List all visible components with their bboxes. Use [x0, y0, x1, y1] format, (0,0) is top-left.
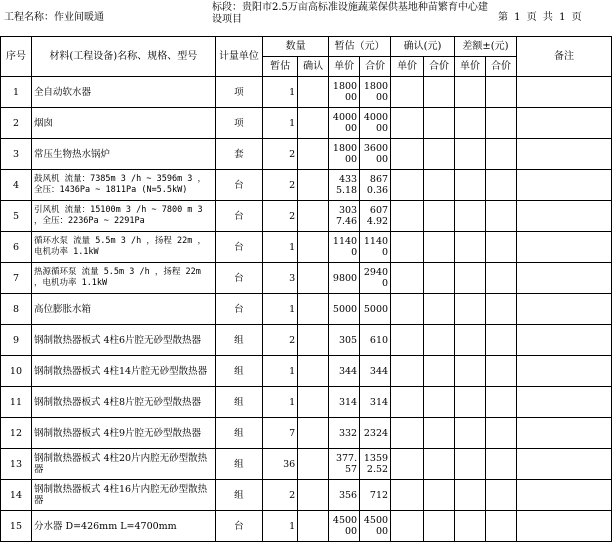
row-diff-total: [485, 387, 516, 418]
row-diff-total: [485, 201, 516, 232]
row-seq: 9: [1, 325, 32, 356]
row-confirm-price: [391, 263, 424, 294]
row-qty-confirm: [298, 77, 329, 108]
row-est-total: 344: [360, 356, 391, 387]
row-confirm-price: [391, 294, 424, 325]
row-seq: 13: [1, 449, 32, 480]
row-diff-price: [455, 263, 486, 294]
row-qty-est: 1: [263, 232, 298, 263]
row-note: [516, 232, 611, 263]
row-confirm-total: [424, 294, 455, 325]
row-seq: 6: [1, 232, 32, 263]
row-confirm-total: [424, 387, 455, 418]
row-qty-confirm: [298, 232, 329, 263]
page-indicator: 第 1 页 共 1 页: [498, 12, 582, 23]
row-material-name: 全自动软水器: [31, 77, 215, 108]
row-note: [516, 418, 611, 449]
row-diff-price: [455, 139, 486, 170]
row-qty-est: 2: [263, 480, 298, 511]
table-body: [1, 77, 612, 542]
row-qty-confirm: [298, 325, 329, 356]
row-seq: 11: [1, 387, 32, 418]
row-est-price: 4335.18: [329, 170, 360, 201]
row-material-name: 钢制散热器板式 4柱14片腔无砂型散热器: [31, 356, 215, 387]
row-seq: 1: [1, 77, 32, 108]
col-seq: 序号: [1, 37, 32, 77]
row-confirm-total: [424, 511, 455, 542]
row-note: [516, 480, 611, 511]
row-est-price: 450000: [329, 511, 360, 542]
table-row: [1, 201, 612, 232]
col-qty-conf: 确认: [298, 57, 329, 77]
row-unit: 组: [215, 325, 262, 356]
row-note: [516, 77, 611, 108]
col-unit: 计量单位: [215, 37, 262, 77]
row-note: [516, 511, 611, 542]
row-qty-est: 2: [263, 325, 298, 356]
row-qty-est: 2: [263, 170, 298, 201]
row-material-name: 钢制散热器板式 4柱9片腔无砂型散热器: [31, 418, 215, 449]
document-header: [0, 0, 615, 36]
row-qty-confirm: [298, 418, 329, 449]
row-diff-price: [455, 511, 486, 542]
col-diff: 差额±(元): [455, 37, 517, 57]
row-qty-confirm: [298, 294, 329, 325]
row-note: [516, 201, 611, 232]
table-row: [1, 232, 612, 263]
row-est-total: 610: [360, 325, 391, 356]
row-confirm-price: [391, 418, 424, 449]
row-note: [516, 356, 611, 387]
row-est-total: 314: [360, 387, 391, 418]
project-name: 工程名称：作业间暖通: [4, 12, 104, 23]
row-est-total: 5000: [360, 294, 391, 325]
table-row: [1, 139, 612, 170]
row-confirm-total: [424, 170, 455, 201]
row-est-price: 377.57: [329, 449, 360, 480]
col-est-total: 合价: [360, 57, 391, 77]
row-note: [516, 294, 611, 325]
row-qty-est: 7: [263, 418, 298, 449]
row-unit: 项: [215, 108, 262, 139]
col-diff-price: 单价: [455, 57, 486, 77]
row-est-price: 180000: [329, 77, 360, 108]
row-unit: 套: [215, 139, 262, 170]
row-confirm-total: [424, 232, 455, 263]
row-est-total: 11400: [360, 232, 391, 263]
col-material: 材料(工程设备)名称、规格、型号: [31, 37, 215, 77]
row-material-name: 引风机 流量：15100m 3 /h ~ 7800 m 3 ，全压：2236Pa ~ 2291Pa: [31, 201, 215, 232]
row-seq: 15: [1, 511, 32, 542]
row-est-price: 180000: [329, 139, 360, 170]
row-diff-total: [485, 418, 516, 449]
row-confirm-total: [424, 77, 455, 108]
row-diff-total: [485, 356, 516, 387]
row-est-total: 360000: [360, 139, 391, 170]
row-seq: 3: [1, 139, 32, 170]
row-seq: 7: [1, 263, 32, 294]
row-confirm-total: [424, 108, 455, 139]
row-unit: 台: [215, 511, 262, 542]
row-material-name: 钢制散热器板式 4柱6片腔无砂型散热器: [31, 325, 215, 356]
col-note: 备注: [516, 37, 611, 77]
row-material-name: 钢制散热器板式 4柱16片内腔无砂型散热器: [31, 480, 215, 511]
table-row: [1, 170, 612, 201]
row-qty-confirm: [298, 387, 329, 418]
row-unit: 台: [215, 201, 262, 232]
row-diff-price: [455, 449, 486, 480]
row-qty-est: 2: [263, 201, 298, 232]
row-confirm-price: [391, 511, 424, 542]
row-qty-confirm: [298, 108, 329, 139]
row-qty-est: 2: [263, 139, 298, 170]
table-row: [1, 263, 612, 294]
row-est-price: 305: [329, 325, 360, 356]
row-material-name: 烟囱: [31, 108, 215, 139]
row-unit: 组: [215, 356, 262, 387]
table-row: [1, 480, 612, 511]
row-note: [516, 449, 611, 480]
row-confirm-total: [424, 449, 455, 480]
row-note: [516, 325, 611, 356]
table-row: [1, 294, 612, 325]
row-confirm-price: [391, 387, 424, 418]
row-diff-price: [455, 387, 486, 418]
col-diff-total: 合价: [485, 57, 516, 77]
row-diff-total: [485, 294, 516, 325]
row-seq: 12: [1, 418, 32, 449]
row-material-name: 热源循环泵 流量 5.5m 3 /h ，扬程 22m ，电机功率 1.1kW: [31, 263, 215, 294]
row-qty-est: 1: [263, 511, 298, 542]
row-material-name: 常压生物热水锅炉: [31, 139, 215, 170]
row-material-name: 高位膨胀水箱: [31, 294, 215, 325]
row-seq: 4: [1, 170, 32, 201]
row-est-total: 29400: [360, 263, 391, 294]
row-qty-est: 1: [263, 77, 298, 108]
row-est-price: 356: [329, 480, 360, 511]
row-est-total: 180000: [360, 77, 391, 108]
row-confirm-price: [391, 356, 424, 387]
row-qty-confirm: [298, 511, 329, 542]
row-diff-total: [485, 139, 516, 170]
row-diff-total: [485, 77, 516, 108]
row-unit: 台: [215, 263, 262, 294]
row-qty-est: 1: [263, 356, 298, 387]
row-diff-price: [455, 418, 486, 449]
row-qty-est: 3: [263, 263, 298, 294]
col-confirm-total: 合价: [424, 57, 455, 77]
row-confirm-total: [424, 201, 455, 232]
col-confirm: 确认(元): [391, 37, 455, 57]
row-confirm-price: [391, 232, 424, 263]
row-note: [516, 170, 611, 201]
row-diff-total: [485, 170, 516, 201]
row-est-total: 712: [360, 480, 391, 511]
row-seq: 14: [1, 480, 32, 511]
row-diff-price: [455, 170, 486, 201]
row-est-total: 450000: [360, 511, 391, 542]
row-diff-total: [485, 480, 516, 511]
row-qty-confirm: [298, 356, 329, 387]
row-diff-total: [485, 511, 516, 542]
row-est-total: 6074.92: [360, 201, 391, 232]
table-row: [1, 325, 612, 356]
materials-table: [0, 36, 612, 542]
row-qty-est: 1: [263, 387, 298, 418]
row-est-price: 314: [329, 387, 360, 418]
row-qty-confirm: [298, 480, 329, 511]
table-row: [1, 356, 612, 387]
row-diff-price: [455, 232, 486, 263]
row-confirm-total: [424, 139, 455, 170]
row-est-price: 11400: [329, 232, 360, 263]
row-unit: 组: [215, 480, 262, 511]
table-row: [1, 387, 612, 418]
row-unit: 项: [215, 77, 262, 108]
row-confirm-price: [391, 77, 424, 108]
row-qty-confirm: [298, 201, 329, 232]
row-est-total: 13592.52: [360, 449, 391, 480]
row-material-name: 循环水泵 流量 5.5m 3 /h ，扬程 22m ，电机功率 1.1kW: [31, 232, 215, 263]
table-row: [1, 108, 612, 139]
row-est-price: 9800: [329, 263, 360, 294]
row-confirm-total: [424, 356, 455, 387]
row-qty-confirm: [298, 449, 329, 480]
row-diff-total: [485, 232, 516, 263]
row-diff-price: [455, 201, 486, 232]
row-qty-confirm: [298, 263, 329, 294]
row-material-name: 钢制散热器板式 4柱8片腔无砂型散热器: [31, 387, 215, 418]
row-qty-confirm: [298, 139, 329, 170]
table-row: [1, 77, 612, 108]
row-unit: 组: [215, 449, 262, 480]
row-unit: 台: [215, 170, 262, 201]
row-confirm-price: [391, 108, 424, 139]
row-qty-est: 1: [263, 294, 298, 325]
row-confirm-price: [391, 480, 424, 511]
row-diff-total: [485, 108, 516, 139]
row-est-price: 400000: [329, 108, 360, 139]
row-qty-est: 36: [263, 449, 298, 480]
row-note: [516, 139, 611, 170]
row-qty-confirm: [298, 170, 329, 201]
col-confirm-price: 单价: [391, 57, 424, 77]
col-qty-est: 暂估: [263, 57, 298, 77]
row-material-name: 钢制散热器板式 4柱20片内腔无砂型散热器: [31, 449, 215, 480]
row-confirm-total: [424, 325, 455, 356]
table-row: [1, 449, 612, 480]
row-confirm-total: [424, 480, 455, 511]
row-confirm-price: [391, 201, 424, 232]
row-diff-price: [455, 294, 486, 325]
row-unit: 组: [215, 387, 262, 418]
row-confirm-total: [424, 263, 455, 294]
row-est-price: 5000: [329, 294, 360, 325]
table-row: [1, 418, 612, 449]
row-material-name: 分水器 D=426mm L=4700mm: [31, 511, 215, 542]
row-diff-total: [485, 325, 516, 356]
row-est-total: 8670.36: [360, 170, 391, 201]
row-diff-price: [455, 480, 486, 511]
row-confirm-price: [391, 449, 424, 480]
row-diff-price: [455, 356, 486, 387]
row-confirm-price: [391, 325, 424, 356]
row-diff-total: [485, 263, 516, 294]
row-diff-price: [455, 77, 486, 108]
row-confirm-price: [391, 139, 424, 170]
table-row: [1, 511, 612, 542]
col-qty: 数量: [263, 37, 329, 57]
row-est-price: 3037.46: [329, 201, 360, 232]
row-diff-price: [455, 325, 486, 356]
row-seq: 5: [1, 201, 32, 232]
section-name: 标段：贵阳市2.5万亩高标准设施蔬菜保供基地种苗繁育中心建设项目: [212, 2, 488, 25]
row-seq: 2: [1, 108, 32, 139]
col-est-price: 单价: [329, 57, 360, 77]
row-note: [516, 108, 611, 139]
row-unit: 组: [215, 418, 262, 449]
col-est: 暂估（元）: [329, 37, 391, 57]
row-seq: 10: [1, 356, 32, 387]
row-note: [516, 387, 611, 418]
row-unit: 台: [215, 232, 262, 263]
row-diff-total: [485, 449, 516, 480]
row-est-total: 2324: [360, 418, 391, 449]
row-unit: 台: [215, 294, 262, 325]
row-confirm-total: [424, 418, 455, 449]
row-diff-price: [455, 108, 486, 139]
row-note: [516, 263, 611, 294]
row-est-total: 400000: [360, 108, 391, 139]
row-material-name: 鼓风机 流量：7385m 3 /h ~ 3596m 3 ，全压：1436Pa ~ 1811Pa (N=5.5kW): [31, 170, 215, 201]
row-confirm-price: [391, 170, 424, 201]
row-est-price: 344: [329, 356, 360, 387]
row-seq: 8: [1, 294, 32, 325]
row-est-price: 332: [329, 418, 360, 449]
row-qty-est: 1: [263, 108, 298, 139]
